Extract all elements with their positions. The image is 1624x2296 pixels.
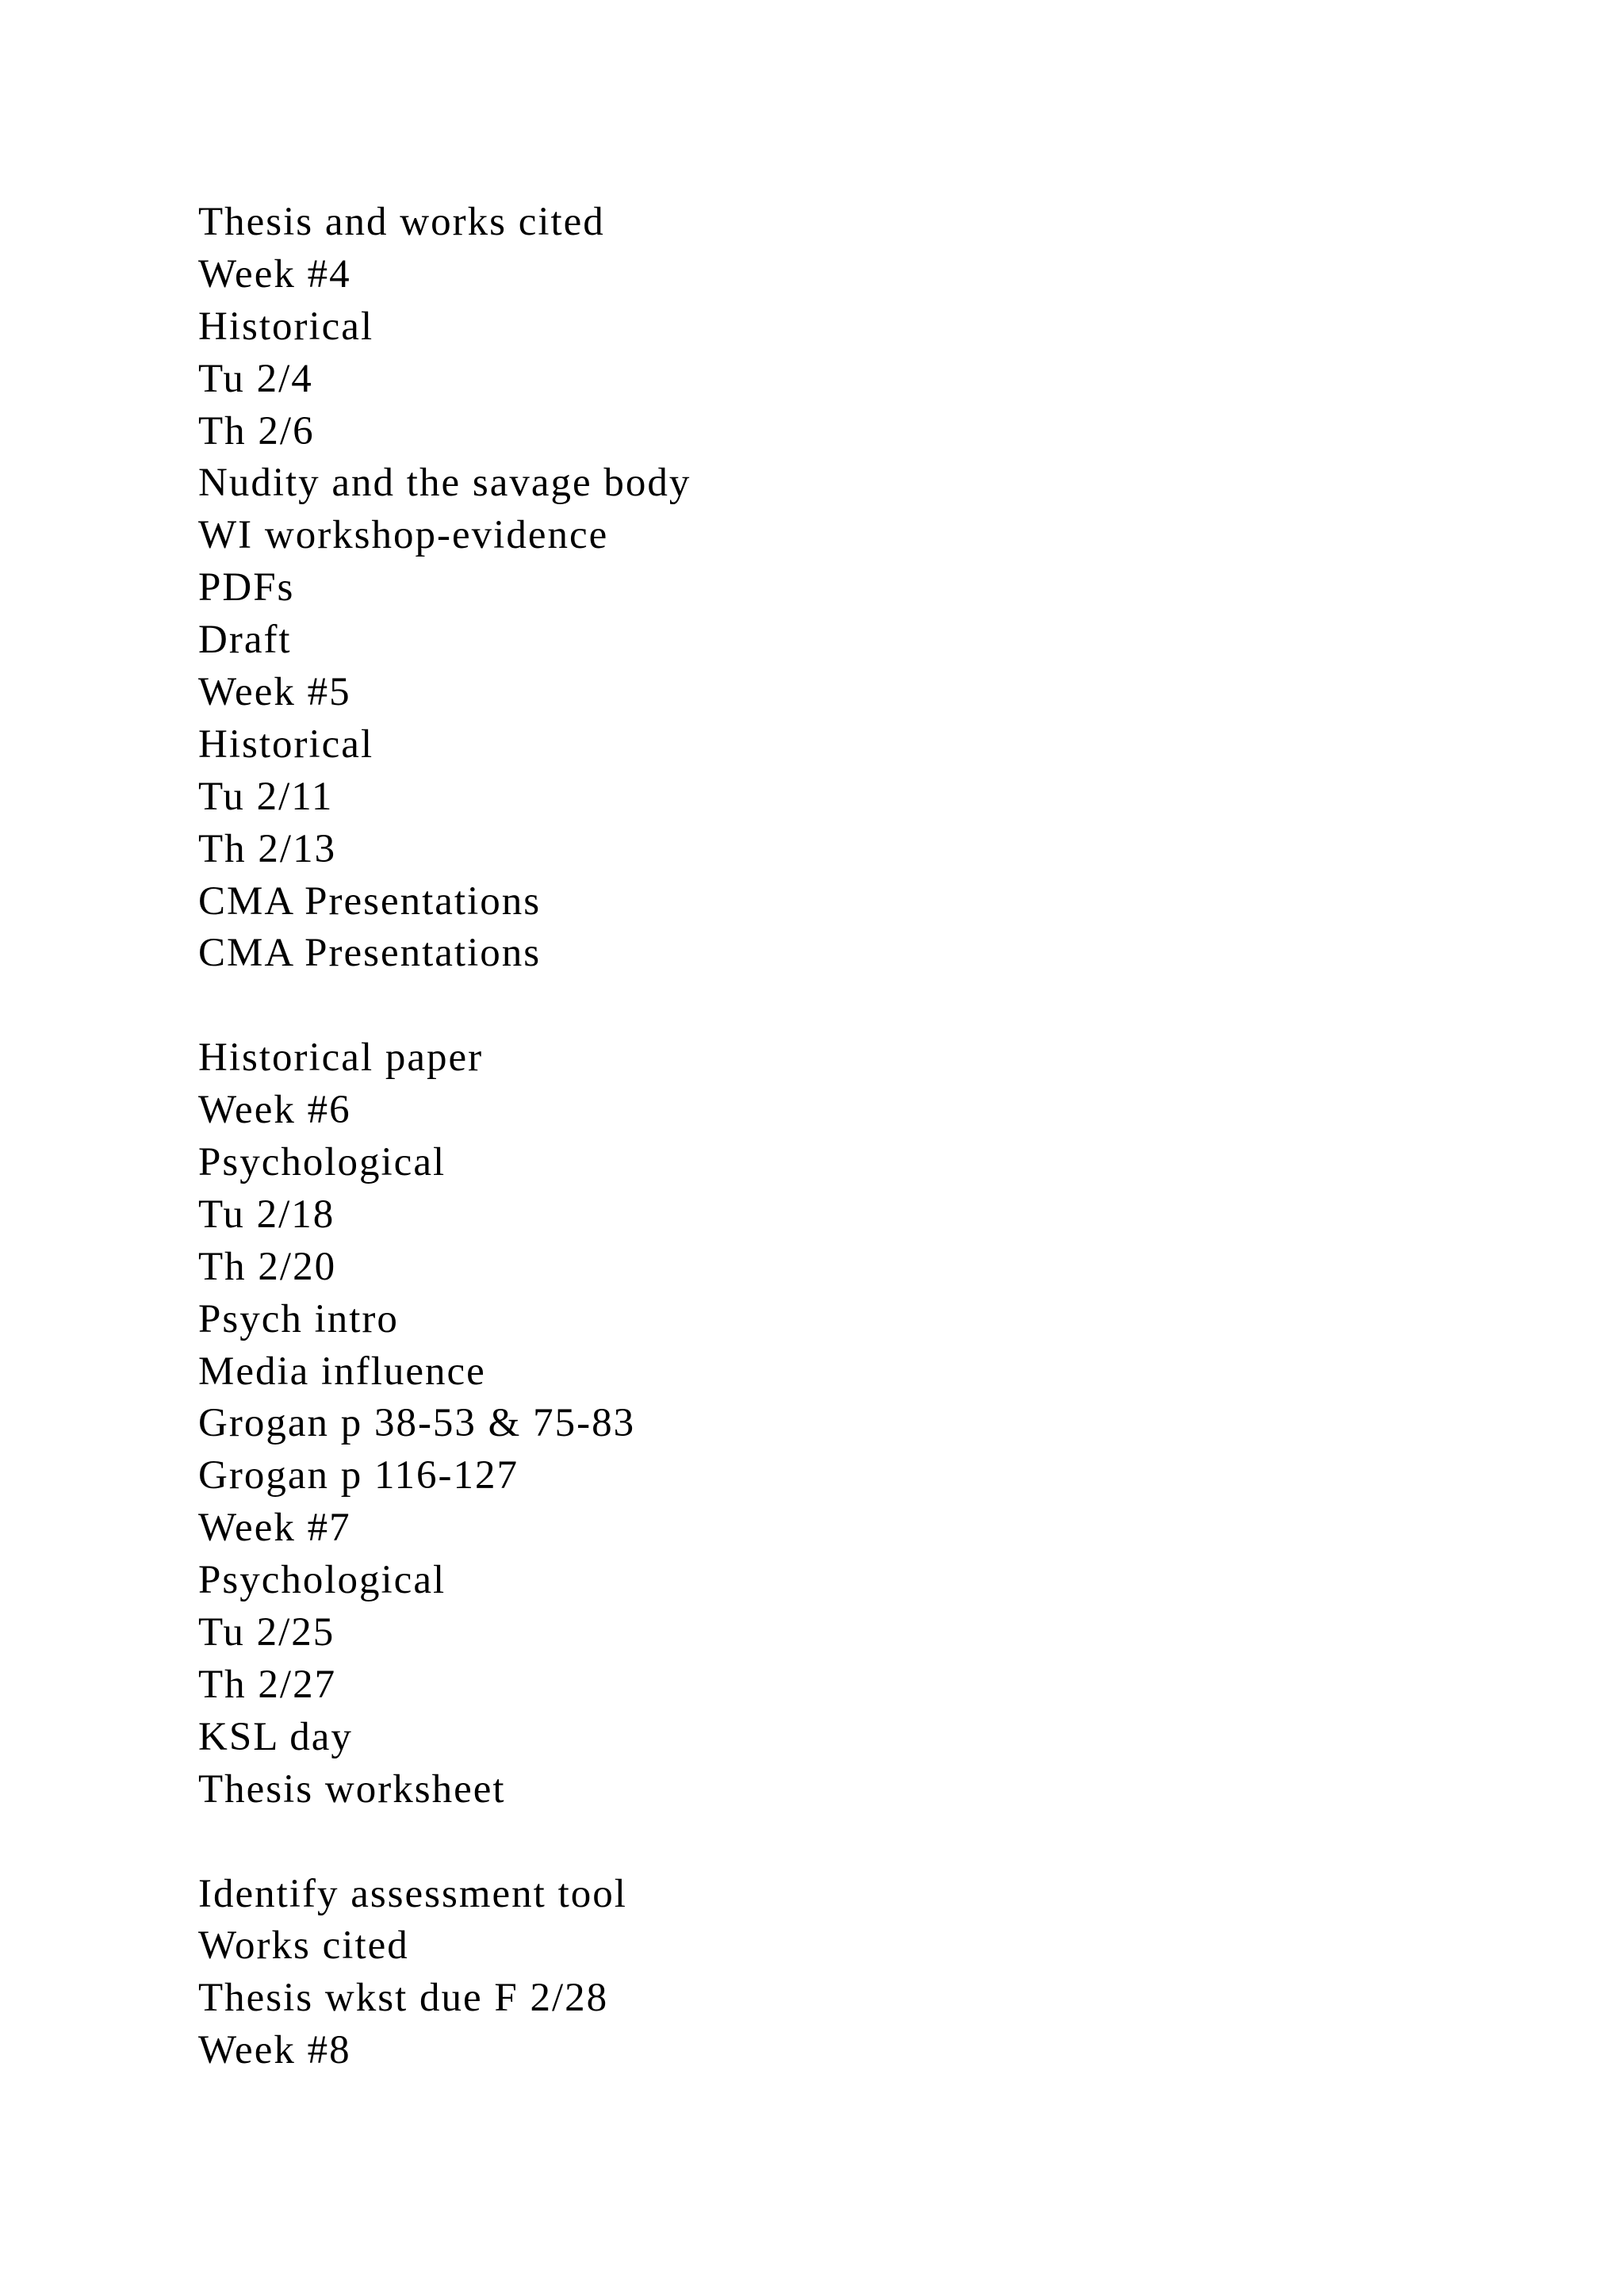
text-line: CMA Presentations bbox=[198, 878, 542, 924]
text-line: Week #6 bbox=[198, 1088, 351, 1133]
text-line: Week #5 bbox=[198, 670, 351, 715]
text-line: CMA Presentations bbox=[198, 931, 542, 976]
text-line: KSL day bbox=[198, 1714, 353, 1759]
text-line: Tu 2/25 bbox=[198, 1610, 335, 1655]
text-line: Psychological bbox=[198, 1558, 446, 1603]
text-line: Grogan p 38-53 & 75-83 bbox=[198, 1401, 636, 1446]
text-line: Identify assessment tool bbox=[198, 1871, 627, 1916]
text-line: Tu 2/11 bbox=[198, 774, 334, 819]
text-line: Week #8 bbox=[198, 2028, 351, 2073]
text-line: Th 2/20 bbox=[198, 1244, 337, 1289]
text-line: Tu 2/18 bbox=[198, 1192, 335, 1237]
text-line: Th 2/6 bbox=[198, 408, 315, 453]
text-line: Tu 2/4 bbox=[198, 356, 313, 401]
blank-line bbox=[198, 1816, 1467, 1869]
text-line: Historical paper bbox=[198, 1035, 484, 1081]
text-line: Thesis and works cited bbox=[198, 200, 605, 244]
blank-line bbox=[198, 980, 1467, 1032]
text-line: Psychological bbox=[198, 1140, 446, 1185]
text-line: Draft bbox=[198, 618, 292, 663]
text-line: PDFs bbox=[198, 565, 295, 610]
text-line: Nudity and the savage body bbox=[198, 461, 691, 506]
text-line: Th 2/13 bbox=[198, 826, 337, 871]
text-line: Psych intro bbox=[198, 1296, 399, 1341]
text-line: Historical bbox=[198, 304, 374, 349]
text-line: Historical bbox=[198, 721, 374, 767]
text-line: Th 2/27 bbox=[198, 1662, 337, 1707]
text-line: WI workshop-evidence bbox=[198, 513, 609, 558]
text-line: Thesis wkst due F 2/28 bbox=[198, 1976, 609, 2021]
text-line: Works cited bbox=[198, 1923, 409, 1969]
text-line: Thesis worksheet bbox=[198, 1766, 506, 1812]
text-lines bbox=[198, 197, 1467, 2077]
text-line: Grogan p 116-127 bbox=[198, 1453, 519, 1498]
text-line: Week #7 bbox=[198, 1506, 351, 1551]
text-line: Week #4 bbox=[198, 251, 351, 297]
text-line: Media influence bbox=[198, 1349, 486, 1394]
